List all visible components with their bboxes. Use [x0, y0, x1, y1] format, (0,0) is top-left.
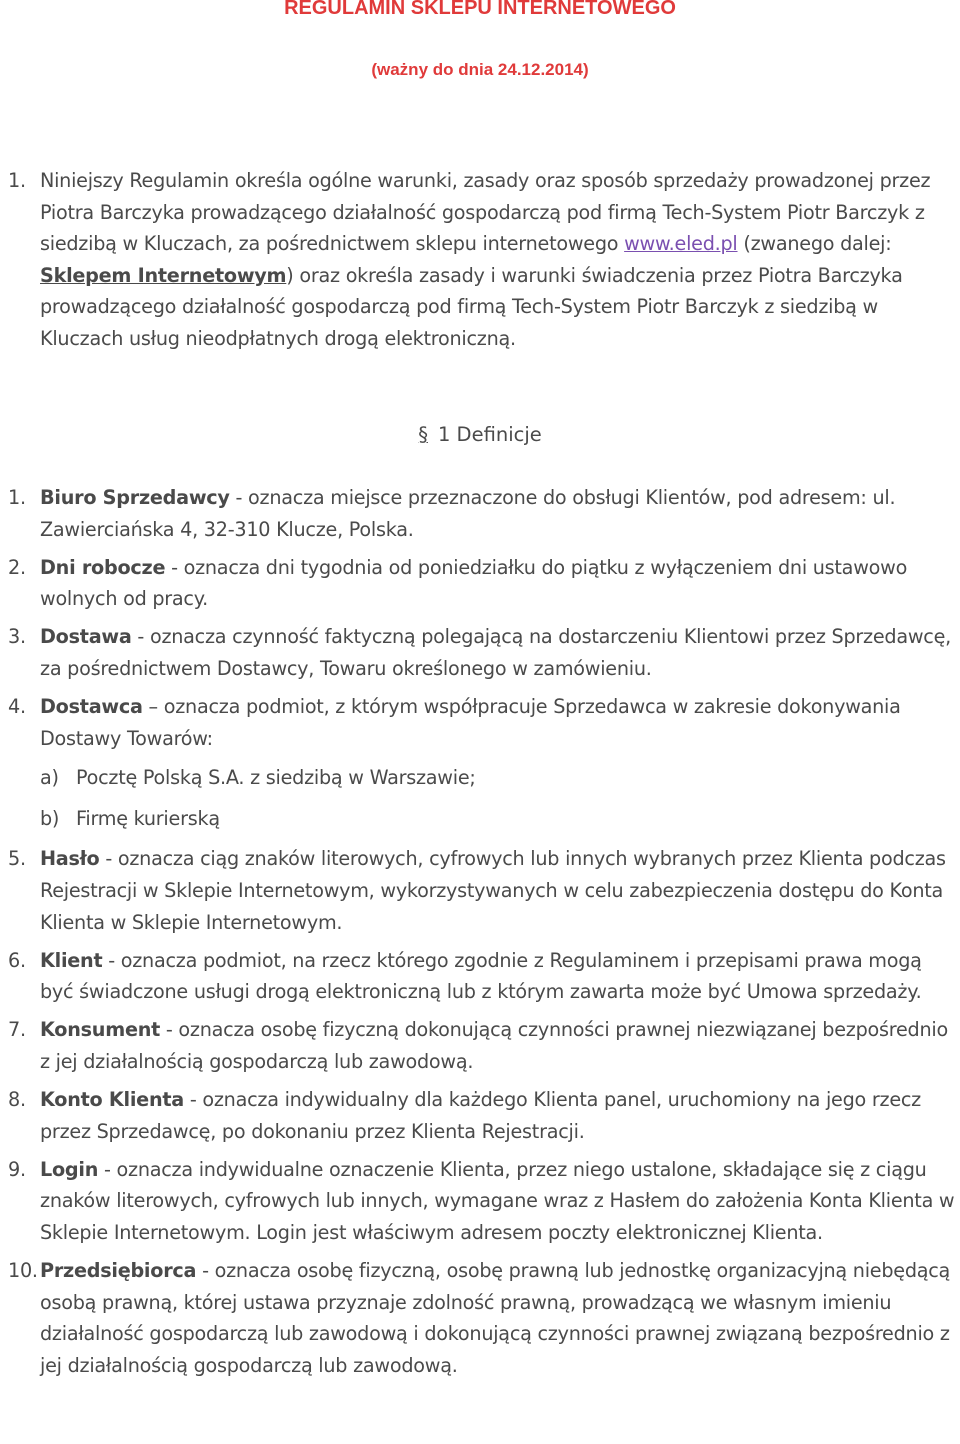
- intro-paragraph: [8, 165, 956, 355]
- definition-text: - oznacza ciąg znaków literowych, cyfrowych lub innych wybranych przez Klienta podczas Rejestracji w Sklepie Internetowym, wykorzystywanych w celu zabezpieczenia dostępu do Konta Klienta w Sklepie Internetowym.: [40, 847, 946, 934]
- document-validity-subtitle: (ważny do dnia 24.12.2014): [371, 60, 589, 79]
- definition-number: 3.: [8, 625, 26, 649]
- dostawca-subitem: [40, 762, 956, 794]
- shop-website-link[interactable]: www.eled.pl: [624, 232, 738, 256]
- definition-item: [8, 482, 956, 545]
- intro-text-2: (zwanego dalej:: [737, 232, 892, 256]
- definition-text: - oznacza dni tygodnia od poniedziałku do piątku z wyłączeniem dni ustawowo wolnych od pracy.: [40, 555, 908, 611]
- subitem-text: Firmę kurierską: [76, 806, 220, 830]
- definition-number: 5.: [8, 847, 26, 871]
- definition-item: [8, 691, 956, 834]
- subitem-text: Pocztę Polską S.A. z siedzibą w Warszawie;: [76, 766, 476, 790]
- definition-text: - oznacza miejsce przeznaczone do obsługi Klientów, pod adresem: ul. Zawierciańska 4, 32-310 Klucze, Polska.: [40, 486, 896, 541]
- definition-text: - oznacza osobę fizyczną dokonującą czynności prawnej niezwiązanej bezpośrednio z jej działalnością gospodarczą lub zawodową.: [40, 1018, 948, 1073]
- definition-item: [8, 1084, 956, 1147]
- definition-term: Dostawca: [40, 695, 143, 719]
- definition-text: - oznacza podmiot, na rzecz którego zgodnie z Regulaminem i przepisami prawa mogą być świadczone usługi drogą elektroniczną lub z którym zawarta może być Umowa sprzedaży.: [40, 948, 922, 1004]
- definition-text: - oznacza indywidualny dla każdego Klienta panel, uruchomiony na jego rzecz przez Sprzedawcę, po dokonaniu przez Klienta Rejestracji.: [40, 1088, 921, 1143]
- intro-strong-term: [40, 264, 286, 287]
- definition-term: Konto Klienta: [40, 1088, 184, 1112]
- definition-number: 8.: [8, 1088, 26, 1112]
- intro-text-1: Niniejszy Regulamin określa ogólne warunki, zasady oraz sposób sprzedaży prowadzonej przez Piotra Barczyka prowadzącego działalność gospodarczą pod firmą Tech-System Piotr Barczyk z siedzibą w Kluczach, za pośrednictwem sklepu internetowego: [40, 169, 931, 256]
- definition-term: Hasło: [40, 847, 100, 871]
- definition-text: - oznacza indywidualne oznaczenie Klienta, przez niego ustalone, składające się z ciągu znaków literowych, cyfrowych lub innych, wymagane wraz z Hasłem do założenia Konta Klienta w Sklepie Internetowym. Login jest właściwym adresem poczty elektronicznej Klienta.: [40, 1157, 955, 1244]
- definitions-list: [8, 482, 956, 1388]
- definition-number: 1.: [8, 486, 26, 509]
- intro-text-3: ) oraz określa zasady i warunki świadczenia przez Piotra Barczyka prowadzącego działalność gospodarczą pod firmą Tech-System Piotr Barczyk z siedzibą w Kluczach usług nieodpłatnych drogą elektroniczną.: [40, 263, 903, 350]
- definition-number: 6.: [8, 948, 26, 972]
- intro-number: 1.: [8, 169, 26, 192]
- definition-item: [8, 945, 956, 1008]
- definition-item: [8, 621, 956, 684]
- definition-number: 10.: [8, 1259, 38, 1283]
- section-title: 1 Definicje: [437, 423, 542, 446]
- dostawca-subitems: [40, 762, 956, 834]
- definition-item: [8, 1255, 956, 1381]
- definition-term: Klient: [40, 948, 103, 972]
- definition-number: 7.: [8, 1018, 26, 1042]
- section-symbol: §: [418, 423, 428, 446]
- intro-body: [40, 165, 956, 355]
- definition-number: 4.: [8, 695, 26, 719]
- definition-item: [8, 843, 956, 938]
- definition-term: Biuro Sprzedawcy: [40, 486, 230, 509]
- definition-term: Przedsiębiorca: [40, 1259, 197, 1283]
- section-heading: [0, 420, 960, 450]
- dostawca-subitem: [40, 803, 956, 835]
- definition-number: 9.: [8, 1157, 26, 1181]
- definition-item: [8, 1014, 956, 1077]
- definition-term: Login: [40, 1157, 99, 1181]
- definition-item: [8, 552, 956, 615]
- definition-term: Konsument: [40, 1018, 161, 1042]
- definition-number: 2.: [8, 555, 26, 579]
- subitem-letter: b): [40, 806, 60, 830]
- definition-term: Dostawa: [40, 625, 132, 649]
- document-title: REGULAMIN SKLEPU INTERNETOWEGO: [284, 0, 676, 19]
- definition-text: - oznacza osobę fizyczną, osobę prawną lub jednostkę organizacyjną niebędącą osobą prawną, której ustawa przyznaje zdolność prawną, prowadzącą we własnym imieniu działalność gospodarczą lub zawodową i dokonującą czynności prawnej związaną bezpośrednio z jej działalnością gospodarczą lub zawodową.: [40, 1259, 951, 1377]
- definition-item: [8, 1154, 956, 1249]
- subitem-letter: a): [40, 766, 59, 790]
- definition-text: – oznacza podmiot, z którym współpracuje Sprzedawca w zakresie dokonywania Dostawy Towarów:: [40, 695, 901, 750]
- intro-strong-term-text: Sklepem Internetowym: [40, 263, 287, 287]
- definition-term: Dni robocze: [40, 555, 166, 579]
- definition-text: - oznacza czynność faktyczną polegającą na dostarczeniu Klientowi przez Sprzedawcę, za pośrednictwem Dostawcy, Towaru określonego w zamówieniu.: [40, 625, 951, 680]
